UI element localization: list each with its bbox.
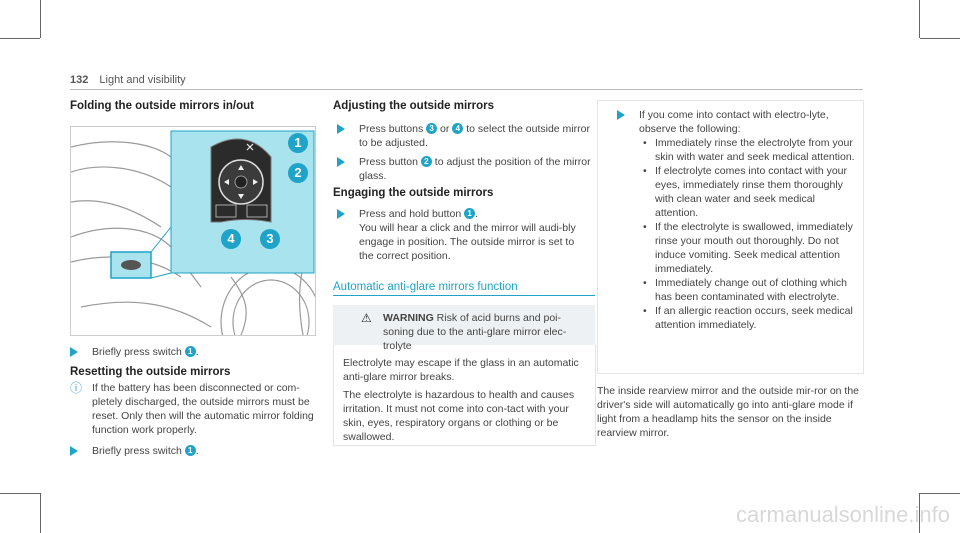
list-item: • Immediately change out of clothing which has been contaminated with electrolyte. (655, 276, 857, 304)
intro-text: If you come into contact with electro-lyte, observe the following: (639, 109, 829, 135)
step-text: or (440, 123, 450, 135)
button-badge-3: 3 (426, 123, 437, 134)
crop-mark (920, 493, 960, 494)
crop-mark (920, 38, 960, 39)
section-rule (333, 295, 595, 296)
adjust-step-2 (337, 155, 592, 183)
mirror-switch-figure (70, 126, 316, 336)
crop-mark (40, 0, 41, 38)
fold-step-1: Briefly press switch 1 . (70, 345, 314, 359)
outro-paragraph: The inside rearview mirror and the outside mir-ror on the driver's side will automatically go into anti-glare mode if light from a headlamp hits the sensor on the inside rearview mirror. (597, 385, 860, 439)
step-arrow-icon (337, 157, 345, 167)
contact-intro (617, 108, 857, 136)
button-badge-2: 2 (421, 156, 432, 167)
warning-paragraph-1: Electrolyte may escape if the glass in an automatic anti-glare mirror breaks. (343, 357, 579, 383)
crop-mark (919, 0, 920, 38)
engage-step: Press and hold button 1 . You will hear a click and the mirror will audi-bly engage in position. The outside mirror is set to the correct position. (337, 207, 592, 263)
step-text: to select the outside mirror to be adjusted. (359, 123, 590, 149)
header-rule (70, 89, 863, 90)
callout-2: 2 (288, 163, 308, 183)
info-icon: ⓘ (70, 381, 83, 395)
bullet-list (639, 136, 857, 366)
warning-label: WARNING (383, 312, 434, 324)
warning-icon: ⚠ (361, 311, 372, 325)
watermark (736, 502, 950, 528)
step-text: Briefly press switch (92, 445, 182, 457)
warning-lead-block (383, 311, 586, 352)
switch-badge: 1 (185, 445, 196, 456)
callout-4: 4 (221, 229, 241, 249)
reset-title: Resetting the outside mirrors (70, 366, 231, 378)
adjust-step-1 (337, 122, 592, 150)
crop-mark (40, 493, 41, 533)
warning-lead: Risk of acid burns and poi-soning due to the anti-glare mirror elec-trolyte (383, 312, 567, 352)
step-text: You will hear a click and the mirror will audi-bly engage in position. The outside mirror is set to the correct position. (359, 222, 576, 262)
page-header (70, 74, 186, 86)
adjust-title: Adjusting the outside mirrors (333, 100, 495, 112)
step-text: Press button (359, 156, 418, 168)
list-item: • Immediately rinse the electrolyte from your skin with water and seek medical attention. (655, 136, 857, 164)
step-arrow-icon (70, 347, 78, 357)
step-arrow-icon (70, 446, 78, 456)
fold-step-2: Briefly press switch 1 . (70, 444, 314, 458)
callout-1: 1 (288, 133, 308, 153)
button-badge-4: 4 (452, 123, 463, 134)
figure-drawing (71, 127, 315, 335)
switch-badge: 1 (185, 346, 196, 357)
engage-title: Engaging the outside mirrors (333, 187, 494, 199)
reset-note (70, 381, 320, 437)
crop-mark (0, 493, 40, 494)
step-arrow-icon (337, 124, 345, 134)
watermark-suffix: .info (908, 502, 950, 527)
step-text: to adjust the position of the mirror glass. (359, 156, 591, 182)
section-name: Light and visibility (99, 74, 186, 86)
step-text: Briefly press switch (92, 346, 182, 358)
warning-paragraph-2: The electrolyte is hazardous to health and causes irritation. It must not come into con-tact with your skin, eyes, respiratory organs or clothing or be swallowed. (343, 389, 575, 443)
crop-mark (0, 38, 40, 39)
callout-3: 3 (260, 229, 280, 249)
step-text: Press buttons (359, 123, 424, 135)
step-arrow-icon (337, 209, 345, 219)
list-item: • If electrolyte comes into contact with your eyes, immediately rinse them thoroughly with clean water and seek medical attention. (655, 164, 857, 220)
button-badge-1: 1 (464, 208, 475, 219)
page-number: 132 (70, 74, 89, 86)
folding-title: Folding the outside mirrors in/out (70, 100, 254, 112)
step-text: Press and hold button (359, 208, 462, 220)
list-item: • If an allergic reaction occurs, seek medical attention immediately. (655, 304, 857, 332)
list-item: • If the electrolyte is swallowed, immediately rinse your mouth out thoroughly. Do not induce vomiting. Seek medical attention immediately. (655, 220, 857, 276)
anti-glare-title: Automatic anti-glare mirrors function (333, 281, 518, 293)
watermark-text: carmanualsonline (735, 502, 909, 527)
step-arrow-icon (617, 110, 625, 120)
reset-note-text: If the battery has been disconnected or com-pletely discharged, the outside mirrors must be reset. Only then will the automatic mirror folding function work properly. (92, 382, 314, 436)
